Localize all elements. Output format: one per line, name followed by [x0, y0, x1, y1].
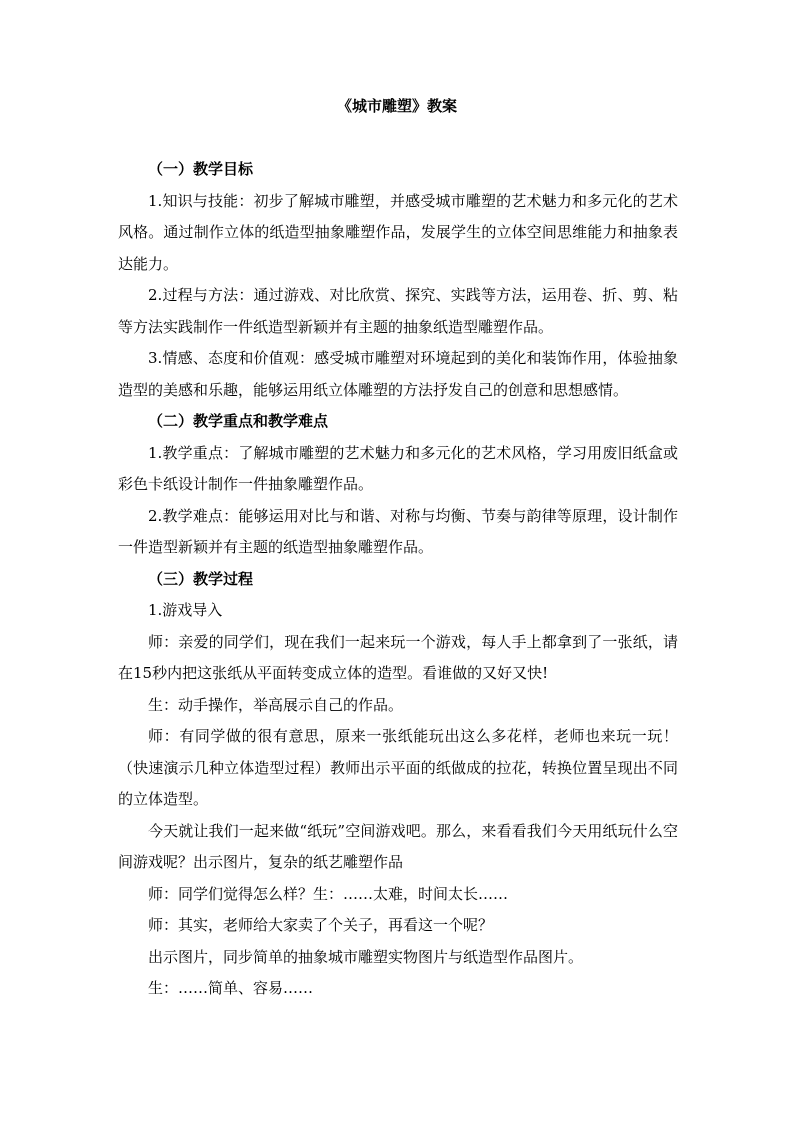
paragraph-game-intro: 1.游戏导入 — [148, 601, 223, 619]
paragraph-student-1: 生：动手操作，举高展示自己的作品。 — [148, 695, 404, 714]
document-title: 《城市雕塑》教案 — [336, 97, 457, 115]
paragraph-process-methods: 2.过程与方法：通过游戏、对比欣赏、探究、实践等方法，运用卷、折、剪、粘等方法实践制作一件纸造型新颖并有主题的抽象纸造型雕塑作品。 — [118, 286, 678, 336]
paragraph-key-point: 1.教学重点：了解城市雕塑的艺术魅力和多元化的艺术风格，学习用废旧纸盒或彩色卡纸设计制作一件抽象雕塑作品。 — [118, 443, 678, 493]
paragraph-difficult-point: 2.教学难点：能够运用对比与和谐、对称与均衡、节奏与韵律等原理，设计制作一件造型新颖并有主题的纸造型抽象雕塑作品。 — [118, 506, 678, 556]
section-heading-key-points: （二）教学重点和教学难点 — [148, 412, 329, 430]
section-heading-objectives: （一）教学目标 — [148, 160, 254, 178]
paragraph-emotion-values: 3.情感、态度和价值观：感受城市雕塑对环境起到的美化和装饰作用，体验抽象造型的美感和乐趣，能够运用纸立体雕塑的方法抒发自己的创意和思想感情。 — [118, 349, 678, 399]
paragraph-show-images: 出示图片，同步简单的抽象城市雕塑实物图片与纸造型作品图片。 — [148, 947, 584, 966]
document-body — [118, 154, 678, 1005]
paragraph-teacher-1: 师：亲爱的同学们，现在我们一起来玩一个游戏，每人手上都拿到了一张纸，请在15秒内把这张纸从平面转变成立体的造型。看谁做的又好又快! — [118, 632, 678, 682]
paragraph-teacher-2: 师：有同学做的很有意思，原来一张纸能玩出这么多花样，老师也来玩一玩！（快速演示几种立体造型过程）教师出示平面的纸做成的拉花，转换位置呈现出不同的立体造型。 — [118, 727, 678, 808]
section-heading-process: （三）教学过程 — [148, 569, 254, 588]
paragraph-knowledge-skills: 1.知识与技能：初步了解城市雕塑，并感受城市雕塑的艺术魅力和多元化的艺术风格。通过制作立体的纸造型抽象雕塑作品，发展学生的立体空间思维能力和抽象表达能力。 — [118, 191, 678, 273]
paragraph-teacher-4: 师：其实，老师给大家卖了个关子，再看这一个呢？ — [148, 916, 494, 934]
paragraph-paper-play: 今天就让我们一起来做“纸玩”空间游戏吧。那么，来看看我们今天用纸玩什么空间游戏呢？出示图片，复杂的纸艺雕塑作品 — [118, 821, 678, 871]
paragraph-student-2: 生：……简单、容易…… — [148, 979, 314, 997]
paragraph-teacher-3: 师：同学们觉得怎么样？生：……太难，时间太长…… — [148, 884, 509, 903]
